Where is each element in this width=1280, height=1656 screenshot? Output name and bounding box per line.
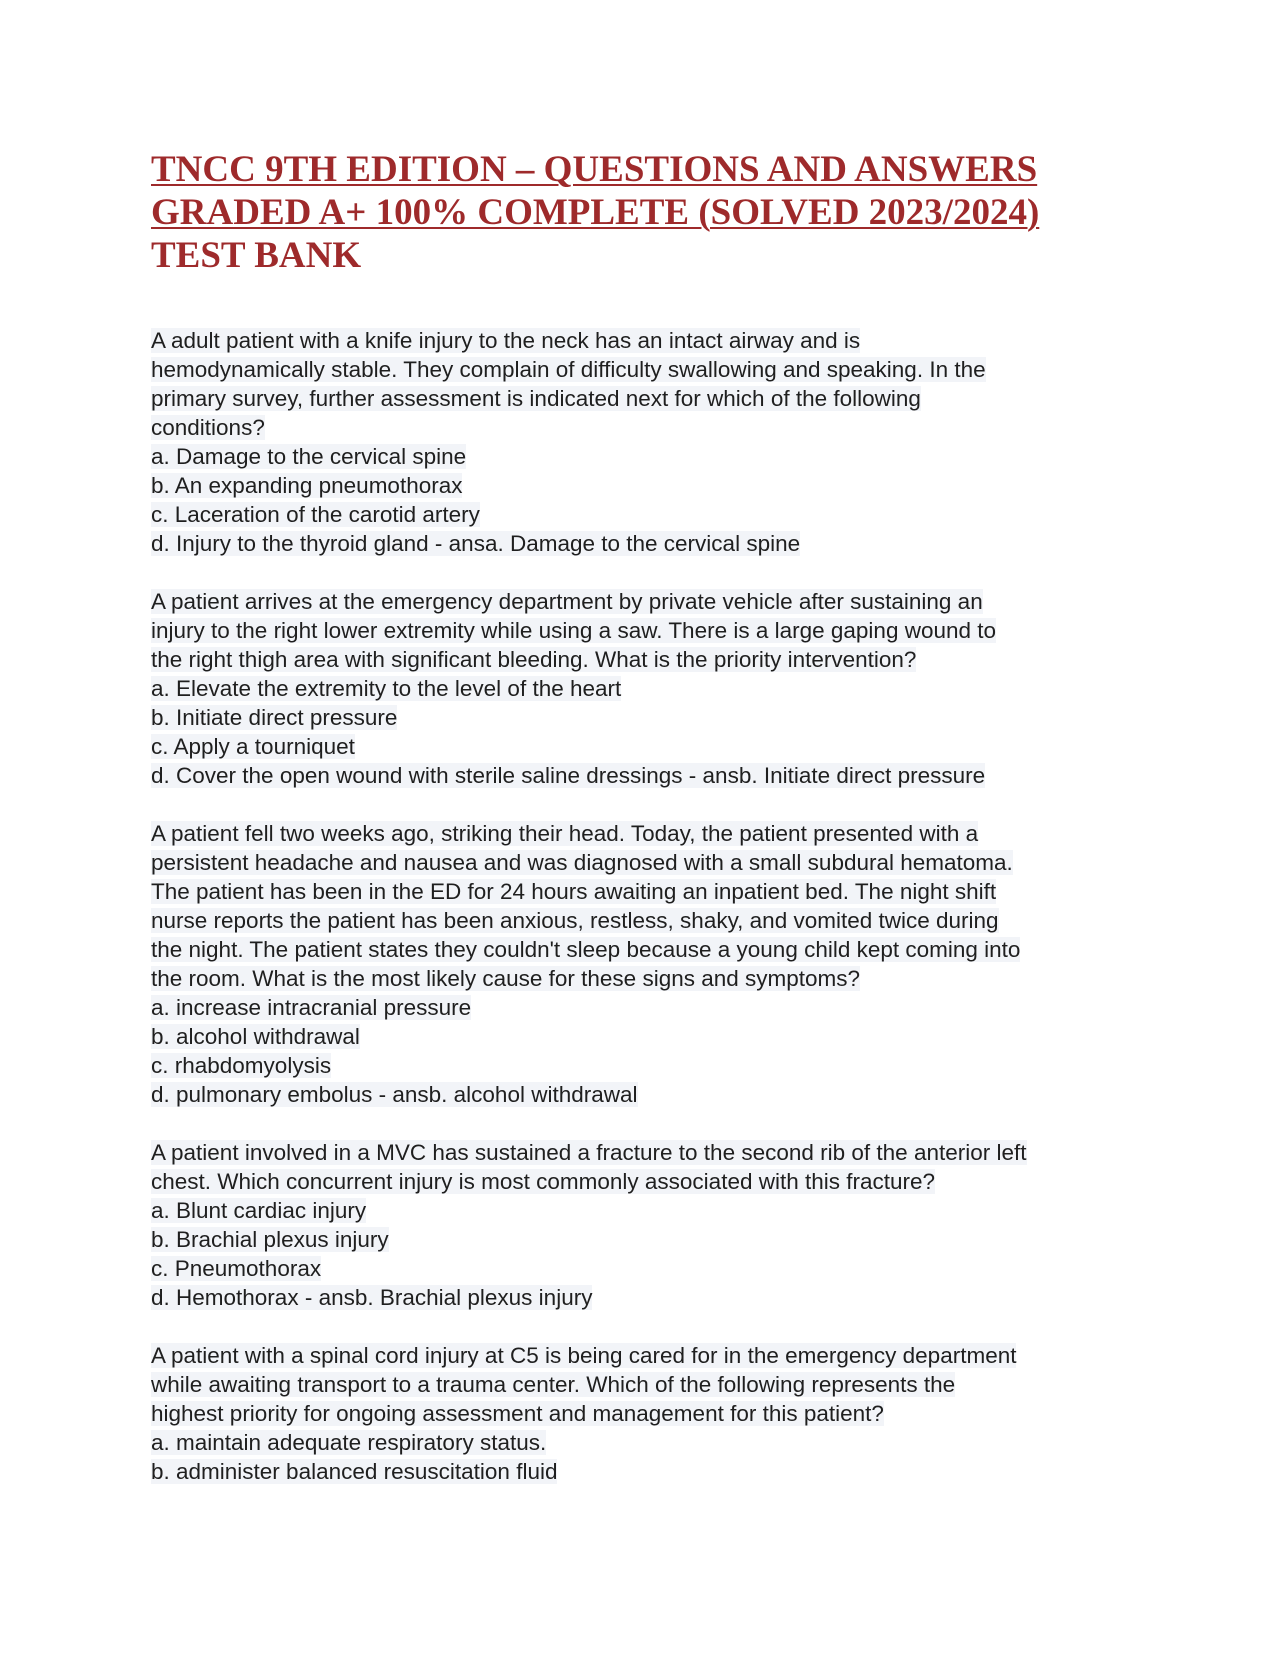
line-text: The patient has been in the ED for 24 hours awaiting an inpatient bed. The night shift (151, 879, 997, 904)
line-text: A patient with a spinal cord injury at C5 is being cared for in the emergency department (151, 1343, 1017, 1368)
question-block (151, 1341, 1151, 1486)
line-text: primary survey, further assessment is indicated next for which of the following (151, 386, 921, 411)
answer-option (151, 1428, 1151, 1457)
answer-option (151, 1022, 1151, 1051)
line-text: b. An expanding pneumothorax (151, 473, 463, 498)
line-text: a. Blunt cardiac injury (151, 1198, 367, 1223)
question-text-line (151, 1399, 1151, 1428)
question-text-line (151, 1138, 1151, 1167)
line-text: highest priority for ongoing assessment and management for this patient? (151, 1401, 884, 1426)
line-text: while awaiting transport to a trauma center. Which of the following represents the (151, 1372, 956, 1397)
line-text: d. Cover the open wound with sterile saline dressings - ansb. Initiate direct pressure (151, 763, 986, 788)
line-text: hemodynamically stable. They complain of difficulty swallowing and speaking. In the (151, 357, 986, 382)
question-text-line (151, 413, 1151, 442)
question-text-line (151, 964, 1151, 993)
line-text: b. administer balanced resuscitation fluid (151, 1459, 558, 1484)
line-text: A patient arrives at the emergency department by private vehicle after sustaining an (151, 589, 983, 614)
line-text: the night. The patient states they couldn't sleep because a young child kept coming into (151, 937, 1021, 962)
line-text: a. maintain adequate respiratory status. (151, 1430, 547, 1455)
question-text-line (151, 1341, 1151, 1370)
answer-option (151, 674, 1151, 703)
answer-option-with-key (151, 761, 1151, 790)
line-text: b. Initiate direct pressure (151, 705, 398, 730)
question-text-line (151, 819, 1151, 848)
answer-option (151, 993, 1151, 1022)
line-text: chest. Which concurrent injury is most commonly associated with this fracture? (151, 1169, 936, 1194)
document-title (151, 148, 1151, 277)
line-text: the right thigh area with significant bleeding. What is the priority intervention? (151, 647, 917, 672)
question-text-line (151, 616, 1151, 645)
line-text: a. Damage to the cervical spine (151, 444, 467, 469)
line-text: A patient fell two weeks ago, striking their head. Today, the patient presented with a (151, 821, 979, 846)
answer-option-with-key (151, 1457, 1151, 1486)
question-text-line (151, 355, 1151, 384)
answer-option (151, 500, 1151, 529)
question-text-line (151, 1370, 1151, 1399)
answer-option (151, 471, 1151, 500)
line-text: A adult patient with a knife injury to the neck has an intact airway and is (151, 328, 861, 353)
answer-option (151, 732, 1151, 761)
question-block (151, 819, 1151, 1109)
line-text: injury to the right lower extremity while using a saw. There is a large gaping wound to (151, 618, 997, 643)
question-text-line (151, 645, 1151, 674)
answer-option (151, 1051, 1151, 1080)
line-text: b. alcohol withdrawal (151, 1024, 360, 1049)
line-text: c. Laceration of the carotid artery (151, 502, 480, 527)
line-text: a. Elevate the extremity to the level of the heart (151, 676, 622, 701)
answer-option (151, 1196, 1151, 1225)
line-text: nurse reports the patient has been anxious, restless, shaky, and vomited twice during (151, 908, 999, 933)
question-text-line (151, 906, 1151, 935)
line-text: d. Hemothorax - ansb. Brachial plexus injury (151, 1285, 593, 1310)
question-text-line (151, 935, 1151, 964)
question-text-line (151, 877, 1151, 906)
question-list (151, 326, 1151, 1515)
answer-option (151, 1254, 1151, 1283)
title-line: TEST BANK (151, 235, 362, 276)
line-text: c. rhabdomyolysis (151, 1053, 332, 1078)
answer-option-with-key (151, 1080, 1151, 1109)
line-text: conditions? (151, 415, 265, 440)
answer-option (151, 703, 1151, 732)
title-line: TNCC 9TH EDITION – QUESTIONS AND ANSWERS (151, 149, 1038, 190)
question-text-line (151, 587, 1151, 616)
answer-option-with-key (151, 1283, 1151, 1312)
question-text-line (151, 384, 1151, 413)
question-block (151, 587, 1151, 790)
title-line: GRADED A+ 100% COMPLETE (SOLVED 2023/2024) (151, 192, 1040, 233)
line-text: A patient involved in a MVC has sustained a fracture to the second rib of the anterior left (151, 1140, 1027, 1165)
question-text-line (151, 1167, 1151, 1196)
question-block (151, 1138, 1151, 1312)
line-text: d. pulmonary embolus - ansb. alcohol withdrawal (151, 1082, 638, 1107)
line-text: persistent headache and nausea and was diagnosed with a small subdural hematoma. (151, 850, 1013, 875)
answer-option (151, 442, 1151, 471)
question-text-line (151, 326, 1151, 355)
question-block (151, 326, 1151, 558)
question-text-line (151, 848, 1151, 877)
line-text: a. increase intracranial pressure (151, 995, 472, 1020)
line-text: c. Pneumothorax (151, 1256, 322, 1281)
answer-option (151, 1225, 1151, 1254)
line-text: the room. What is the most likely cause for these signs and symptoms? (151, 966, 861, 991)
answer-option-with-key (151, 529, 1151, 558)
line-text: d. Injury to the thyroid gland - ansa. Damage to the cervical spine (151, 531, 801, 556)
line-text: c. Apply a tourniquet (151, 734, 355, 759)
line-text: b. Brachial plexus injury (151, 1227, 389, 1252)
